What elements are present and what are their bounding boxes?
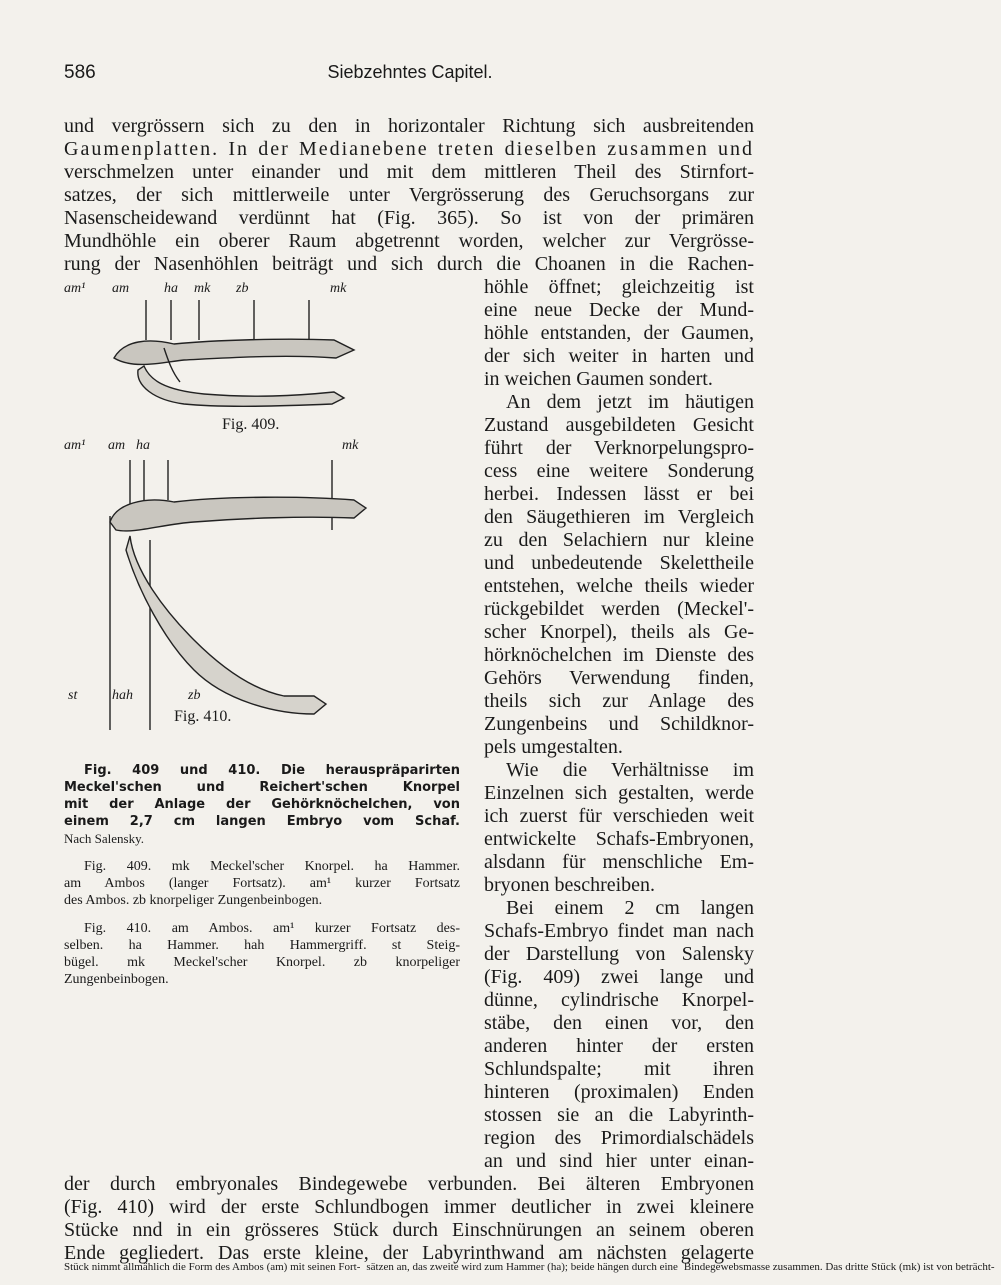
chapter-title: Siebzehntes Capitel. — [327, 62, 493, 82]
figure-label: am — [112, 281, 130, 296]
legend-line: Meckel'schen und Reichert'schen Knorpel — [64, 780, 460, 795]
legend-line: Fig. 410. am Ambos. am¹ kurzer Fortsatz des- — [84, 921, 460, 936]
legend-line: Fig. 409. mk Meckel'scher Knorpel. ha Hammer. — [84, 859, 460, 874]
legend-line: Zungenbeinbogen. — [64, 972, 169, 987]
body-line: Gehörs Verwendung finden, — [484, 667, 754, 689]
body-line: stossen sie an die Labyrinth- — [484, 1104, 754, 1126]
body-line: dünne, cylindrische Knorpel- — [484, 989, 754, 1011]
figure-caption: Fig. 410. — [174, 708, 232, 725]
body-line: bryonen beschreiben. — [484, 874, 656, 896]
body-line: Ende gegliedert. Das erste kleine, der Labyrinthwand am nächsten gelagerte — [64, 1242, 754, 1264]
figure-label: mk — [342, 438, 359, 453]
body-line: höhle entstanden, der Gaumen, — [484, 322, 754, 344]
figure-caption: Fig. 409. — [222, 416, 280, 433]
body-line: ich zuerst für verschieden weit — [484, 805, 754, 827]
legend-line: Nach Salensky. — [64, 831, 145, 846]
figure-label: mk — [330, 281, 347, 296]
body-line: der sich weiter in harten und — [484, 345, 754, 367]
body-line: den Säugethieren im Vergleich — [484, 506, 754, 528]
body-line: Schafs-Embryo findet man nach — [484, 920, 754, 942]
body-line: Gaumenplatten. In der Medianebene treten dieselben zusammen und — [64, 138, 754, 160]
legend-line: am Ambos (langer Fortsatz). am¹ kurzer Fortsatz — [64, 876, 460, 891]
body-line: (Fig. 410) wird der erste Schlundbogen immer deutlicher in zwei kleinere — [64, 1196, 754, 1218]
body-line: sätzen an, das zweite wird zum Hammer (ha); beide hängen durch eine — [366, 1261, 678, 1273]
body-line: anderen hinter der ersten — [484, 1035, 754, 1057]
body-line: führt der Verknorpelungspro- — [484, 437, 754, 459]
body-line: Wie die Verhältnisse im — [506, 759, 754, 781]
body-line: region des Primordialschädels — [484, 1127, 754, 1149]
body-line: Stücke nnd in ein grösseres Stück durch Einschnürungen an seinem oberen — [64, 1219, 754, 1241]
body-line: eine neue Decke der Mund- — [484, 299, 754, 321]
body-line: Schlundspalte; mit ihren — [484, 1058, 754, 1080]
legend-line: selben. ha Hammer. hah Hammergriff. st Steig- — [64, 938, 460, 953]
body-line: zu den Selachiern nur kleine — [484, 529, 754, 551]
figure-label: am — [108, 438, 126, 453]
figure-label: hah — [112, 688, 133, 703]
figure-label: ha — [164, 281, 178, 296]
body-line: rung der Nasenhöhlen beiträgt und sich durch die Choanen in die Rachen- — [64, 253, 754, 275]
figure-label: mk — [194, 281, 211, 296]
body-line: pels umgestalten. — [484, 736, 623, 758]
body-line: hörknöchelchen im Dienste des — [484, 644, 754, 666]
figures-409-410 — [64, 280, 464, 750]
legend-line: mit der Anlage der Gehörknöchelchen, von — [64, 797, 460, 812]
body-line: herbei. Indessen lässt er bei — [484, 483, 754, 505]
body-line: Zustand ausgebildeten Gesicht — [484, 414, 754, 436]
body-line: entwickelte Schafs-Embryonen, — [484, 828, 754, 850]
body-line: theils sich zur Anlage des — [484, 690, 754, 712]
body-line: entstehen, welche theils wieder — [484, 575, 754, 597]
running-header — [64, 62, 756, 88]
legend-line: des Ambos. zb knorpeliger Zungenbeinbogen. — [64, 893, 323, 908]
body-line: und unbedeutende Skelettheile — [484, 552, 754, 574]
fig409-drawing — [104, 300, 374, 410]
body-line: in weichen Gaumen sondert. — [484, 368, 713, 390]
figure-label: am¹ — [64, 281, 86, 296]
body-line: Stück nimmt allmählich die Form des Ambos (am) mit seinen Fort- — [64, 1261, 361, 1273]
body-line: An dem jetzt im häutigen — [506, 391, 754, 413]
body-line: Bei einem 2 cm langen — [506, 897, 754, 919]
body-line: alsdann für menschliche Em- — [484, 851, 754, 873]
body-line: cess eine weitere Sonderung — [484, 460, 754, 482]
body-line: stäbe, den einen vor, den — [484, 1012, 754, 1034]
body-line: der Darstellung von Salensky — [484, 943, 754, 965]
body-line: Mundhöhle ein oberer Raum abgetrennt worden, welcher zur Vergrösse- — [64, 230, 754, 252]
body-line: Einzelnen sich gestalten, werde — [484, 782, 754, 804]
fig410-drawing — [104, 460, 384, 760]
figure-label: zb — [236, 281, 249, 296]
figure-label: st — [68, 688, 78, 703]
figure-label: zb — [188, 688, 201, 703]
legend-line: Fig. 409 und 410. Die herauspräparirten — [84, 763, 460, 778]
body-line: an und sind hier unter einan- — [484, 1150, 754, 1172]
body-line: hinteren (proximalen) Enden — [484, 1081, 754, 1103]
body-line: (Fig. 409) zwei lange und — [484, 966, 754, 988]
body-line: satzes, der sich mittlerweile unter Vergrösserung des Geruchsorgans zur — [64, 184, 754, 206]
body-line: und vergrössern sich zu den in horizontaler Richtung sich ausbreitenden — [64, 115, 754, 137]
body-line: höhle öffnet; gleichzeitig ist — [484, 276, 754, 298]
body-line: verschmelzen unter einander und mit dem mittleren Theil des Stirnfort- — [64, 161, 754, 183]
legend-line: einem 2,7 cm langen Embryo vom Schaf. — [64, 814, 460, 829]
page-number: 586 — [64, 62, 96, 83]
figure-label: ha — [136, 438, 150, 453]
body-line: scher Knorpel), theils als Ge- — [484, 621, 754, 643]
body-line: Nasenscheidewand verdünnt hat (Fig. 365). So ist von der primären — [64, 207, 754, 229]
body-line: rückgebildet werden (Meckel'- — [484, 598, 754, 620]
body-tail — [64, 1261, 995, 1284]
body-line: Bindegewebsmasse zusammen. Das dritte Stück (mk) ist von beträcht- — [683, 1261, 995, 1273]
body-line: Zungenbeins und Schildknor- — [484, 713, 754, 735]
legend-line: bügel. mk Meckel'scher Knorpel. zb knorpeliger — [64, 955, 460, 970]
figure-label: am¹ — [64, 438, 86, 453]
body-line: der durch embryonales Bindegewebe verbunden. Bei älteren Embryonen — [64, 1173, 754, 1195]
